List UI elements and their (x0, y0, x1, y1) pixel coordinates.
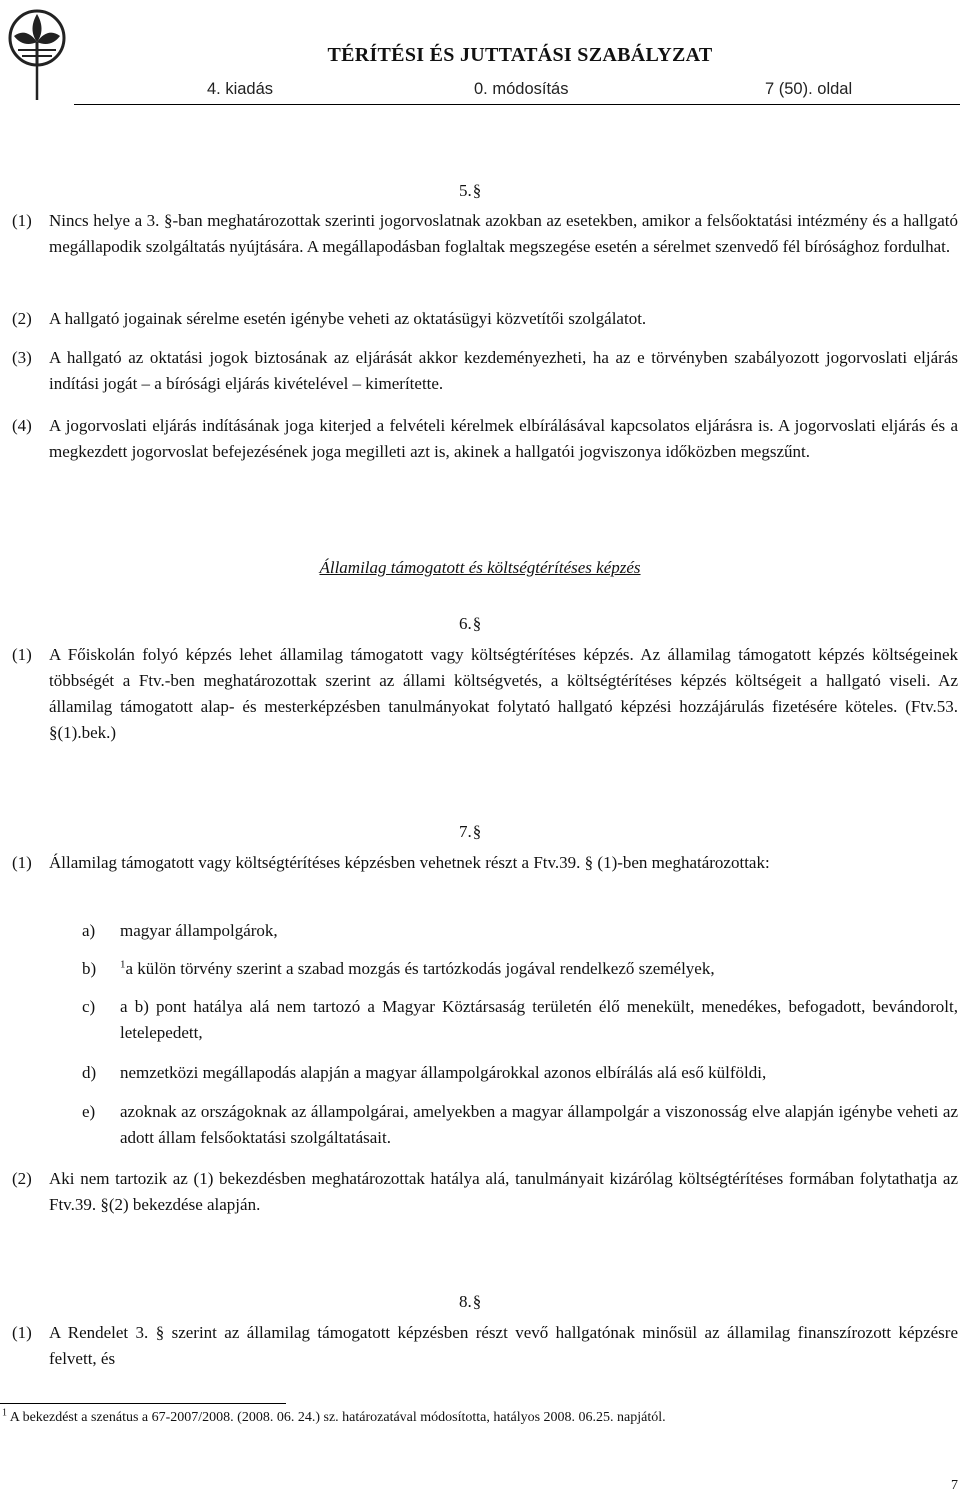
section-5-heading (459, 181, 481, 201)
section-number: 8. (459, 1292, 472, 1311)
footnote-mark: 1 (2, 1407, 7, 1419)
section-number: 6. (459, 614, 472, 633)
section-number: 7. (459, 822, 472, 841)
section-8-paragraph-1 (12, 1320, 958, 1372)
page-label: 7 (50). oldal (765, 80, 853, 98)
list-label: a) (82, 921, 96, 940)
document-title: TÉRÍTÉSI ÉS JUTTATÁSI SZABÁLYZAT (327, 44, 713, 66)
list-label: d) (82, 1063, 97, 1082)
paragraph-number: (3) (12, 348, 32, 367)
footnote-ref: 1 (120, 958, 126, 971)
paragraph-text: A jogorvoslati eljárás indításának joga kiterjed a felvételi kérelmek elbírálásával kapcsolatos eljárásra is. A jogorvoslati eljárás és a megkezdett jogorvoslat befejezésének joga megilleti azt is, akinek a hallgatói jogviszonya időközben megszűnt. (49, 416, 958, 461)
section-7-paragraph-2 (12, 1166, 958, 1218)
list-label: e) (82, 1102, 96, 1121)
section-5-paragraph-3 (12, 345, 958, 397)
section-number: 5. (459, 181, 472, 200)
footnote (2, 1407, 666, 1426)
list-item-a (82, 918, 958, 944)
section-8-heading (459, 1292, 481, 1312)
paragraph-number: (1) (12, 853, 32, 872)
paragraph-text: Nincs helye a 3. §-ban meghatározottak szerinti jogorvoslatnak azokban az esetekben, amikor a felsőoktatási intézmény és a hallgató megállapodik szolgáltatás nyújtására. A megállapodásban foglaltak megszegése esetén a sérelmet szenvedő fél bírósághoz fordulhat. (49, 211, 958, 256)
paragraph-sign: § (472, 614, 482, 633)
list-item-c (82, 994, 958, 1046)
paragraph-text: Aki nem tartozik az (1) bekezdésben meghatározottak hatálya alá, tanulmányait kizárólag költségtérítéses formában folytathatja az Ftv.39. §(2) bekezdése alapján. (49, 1169, 958, 1214)
list-text: nemzetközi megállapodás alapján a magyar állampolgárokkal azonos elbírálás alá eső külföldi, (120, 1063, 767, 1082)
section-6-paragraph-1 (12, 642, 958, 746)
list-label: b) (82, 959, 97, 978)
amendment-label: 0. módosítás (474, 80, 569, 98)
paragraph-text: A hallgató az oktatási jogok biztosának az eljárását akkor kezdeményezheti, ha az e törvényben szabályozott jogorvoslati eljárás indítási jogát – a bírósági eljárás kivételével – kimerítette. (49, 348, 958, 393)
paragraph-number: (2) (12, 309, 32, 328)
paragraph-text: A Főiskolán folyó képzés lehet államilag támogatott vagy költségtérítéses képzés. Az államilag támogatott képzés költségeinek többségét a Ftv.-ben meghatározottak szerint az állami költségvetés, a költségtérítéses képzés költségeit a hallgató viseli. Az államilag támogatott alap- és mesterképzésben tanulmányokat folytató hallgató képzési hozzájárulás fizetésére köteles. (Ftv.53. §(1).bek.) (49, 645, 958, 742)
edition-label: 4. kiadás (207, 80, 274, 98)
section-7-paragraph-1 (12, 850, 958, 876)
list-label: c) (82, 997, 96, 1016)
paragraph-number: (1) (12, 1323, 32, 1342)
section-7-heading (459, 822, 481, 842)
list-item-e (82, 1099, 958, 1151)
paragraph-number: (1) (12, 211, 32, 230)
paragraph-number: (1) (12, 645, 32, 664)
footnote-rule (0, 1403, 286, 1404)
paragraph-text: A Rendelet 3. § szerint az államilag támogatott képzésben részt vevő hallgatónak minősül az államilag finanszírozott képzésre felvett, és (49, 1323, 958, 1368)
list-item-d (82, 1060, 958, 1086)
paragraph-sign: § (472, 822, 482, 841)
paragraph-text: A hallgató jogainak sérelme esetén igénybe veheti az oktatásügyi közvetítői szolgálatot. (49, 309, 647, 328)
list-text: a b) pont hatálya alá nem tartozó a Magyar Köztársaság területén élő menekült, menedékes, befogadott, bevándorolt, letelepedett, (120, 997, 958, 1042)
section-5-paragraph-2 (12, 306, 958, 332)
list-text: a külön törvény szerint a szabad mozgás és tartózkodás jogával rendelkező személyek, (125, 959, 715, 978)
header-rule (74, 104, 960, 105)
section-5-paragraph-1 (12, 208, 958, 260)
paragraph-sign: § (472, 1292, 482, 1311)
page-number: 7 (951, 1478, 958, 1493)
paragraph-sign: § (472, 181, 482, 200)
section-subtitle: Államilag támogatott és költségtérítéses képzés (319, 558, 641, 577)
list-item-b (82, 956, 958, 982)
paragraph-text: Államilag támogatott vagy költségtérítéses képzésben vehetnek részt a Ftv.39. § (1)-ben meghatározottak: (49, 853, 770, 872)
section-6-heading (459, 614, 481, 634)
paragraph-number: (2) (12, 1169, 32, 1188)
section-5-paragraph-4 (12, 413, 958, 465)
list-text: azoknak az országoknak az állampolgárai, amelyekben a magyar állampolgár a viszonosság elve alapján igénybe veheti az adott állam felsőoktatási szolgáltatásait. (120, 1102, 958, 1147)
list-text: magyar állampolgárok, (120, 921, 278, 940)
footnote-text: A bekezdést a szenátus a 67-2007/2008. (2008. 06. 24.) sz. határozatával módosította, hatályos 2008. 06.25. napjától. (9, 1410, 666, 1425)
paragraph-number: (4) (12, 416, 32, 435)
